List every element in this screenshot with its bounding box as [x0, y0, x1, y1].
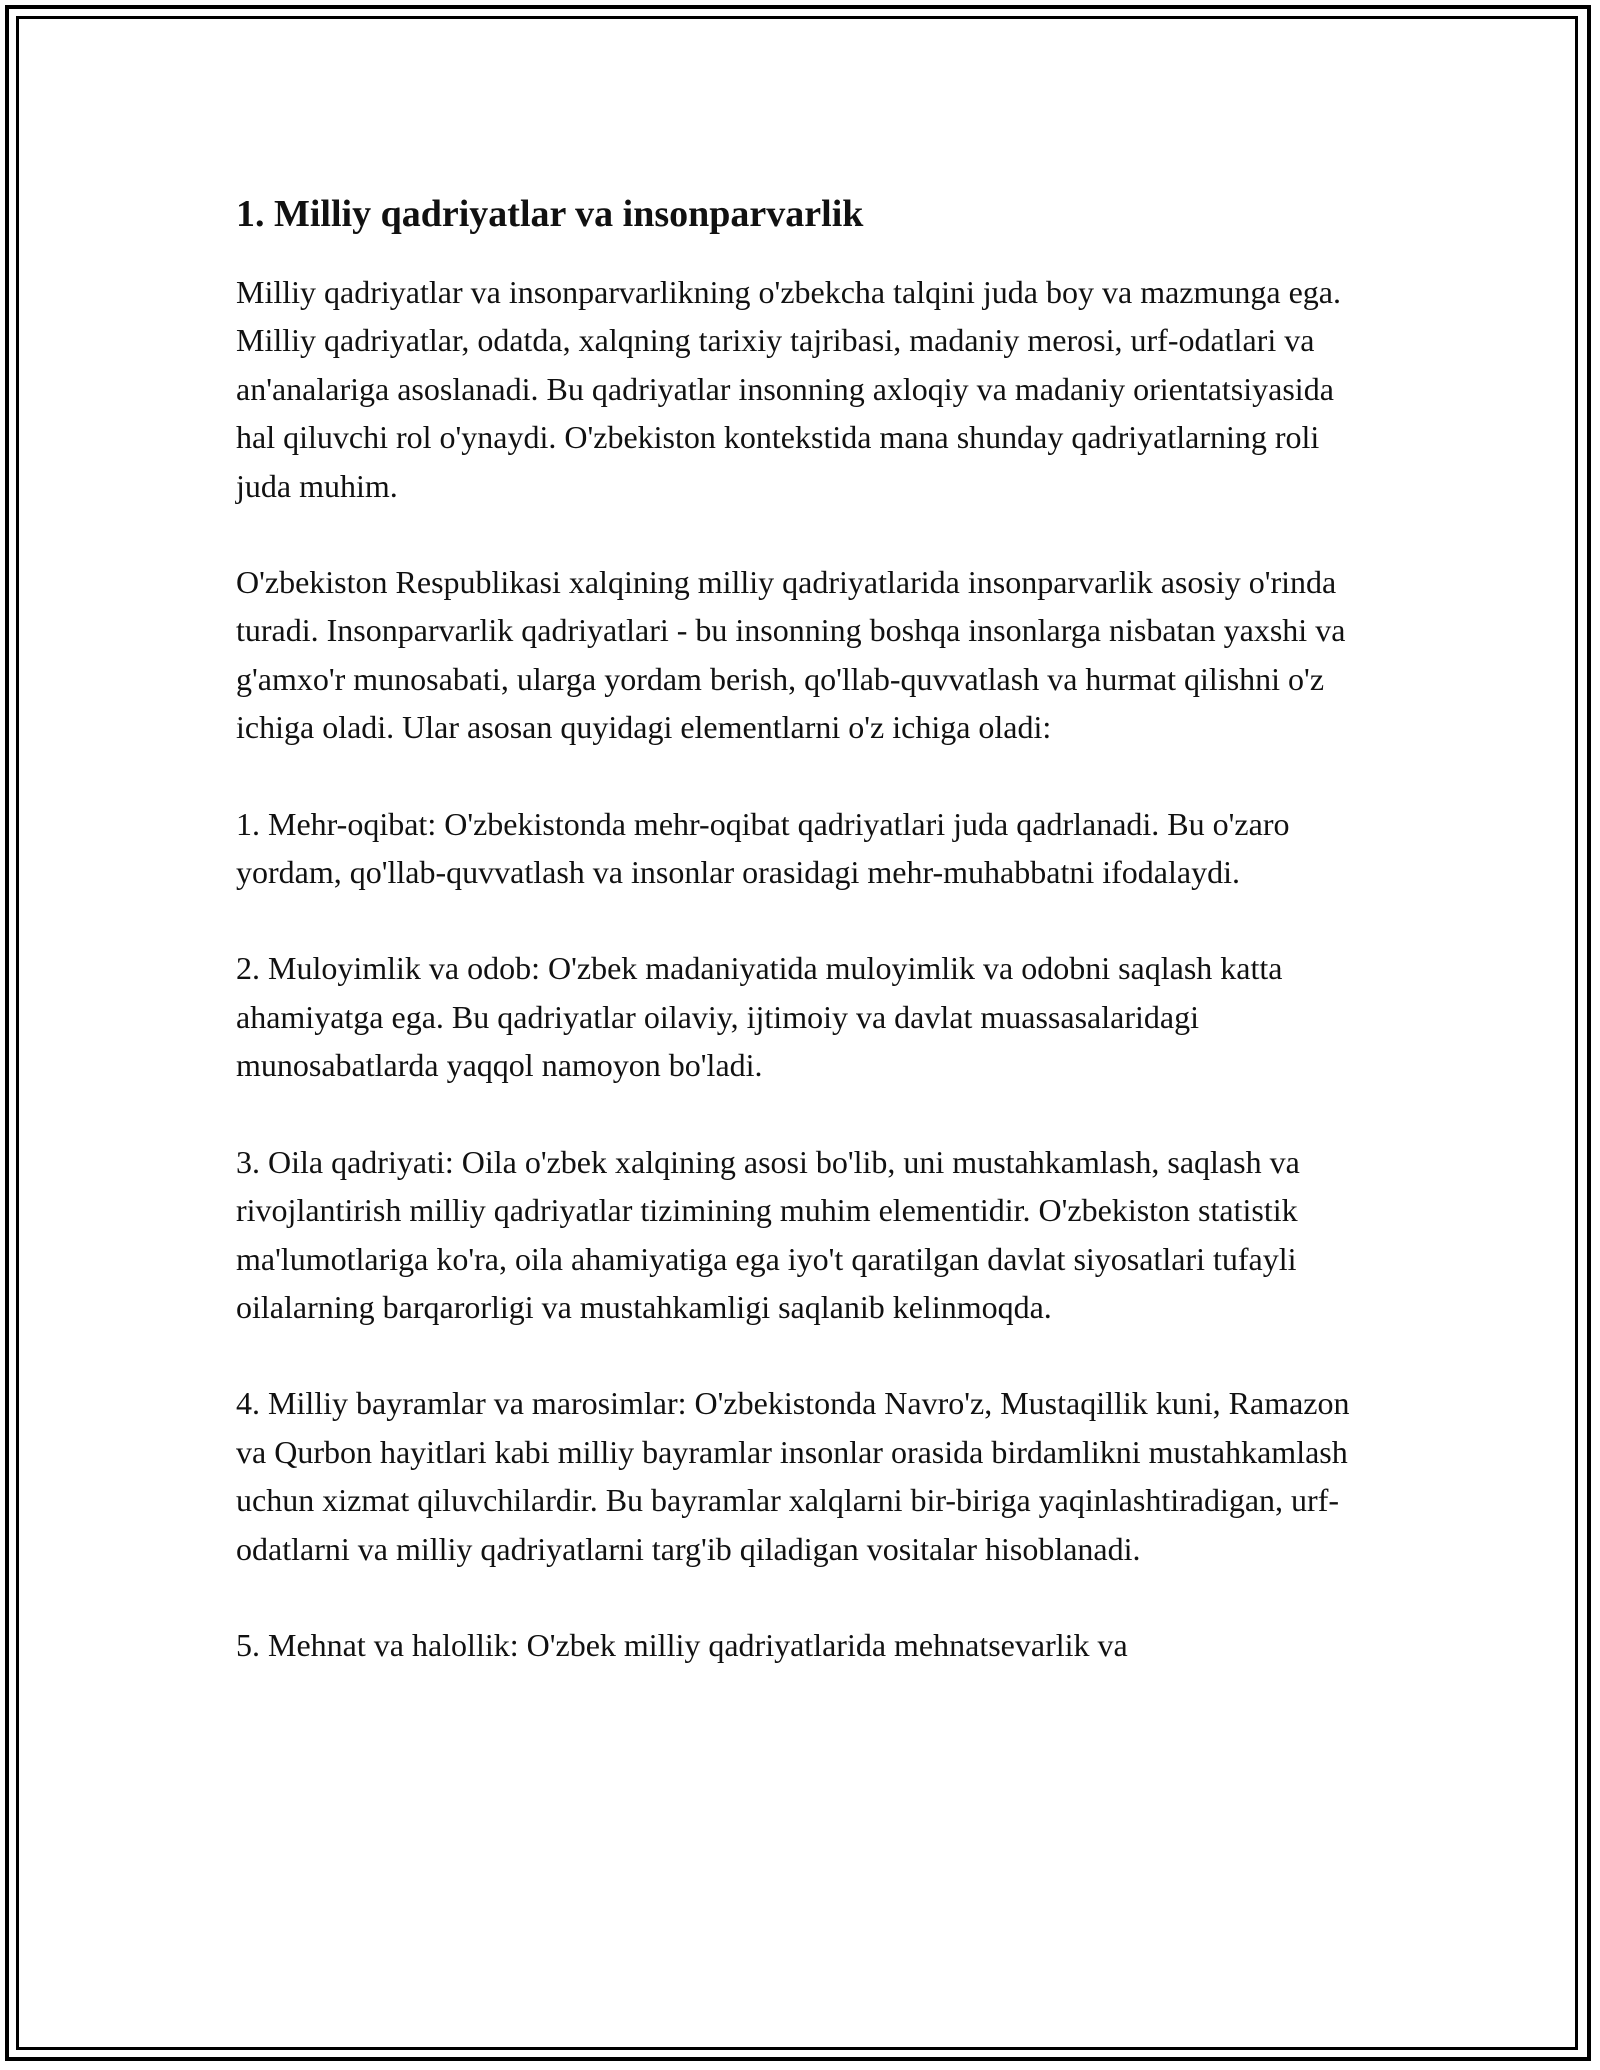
- paragraph-humanism: O'zbekiston Respublikasi xalqining milliy qadriyatlarida insonparvarlik asosiy o'rinda turadi. Insonparvarlik qadriyatlari - bu insonning boshqa insonlarga nisbatan yaxshi va g'amxo'r munosabati, ularga yordam berish, qo'llab-quvvatlash va hurmat qilishni o'z ichiga oladi. Ular asosan quyidagi elementlarni o'z ichiga oladi:: [236, 564, 1346, 746]
- list-item-mehr-oqibat: 1. Mehr-oqibat: O'zbekistonda mehr-oqibat qadriyatlari juda qadrlanadi. Bu o'zaro yordam, qo'llab-quvvatlash va insonlar orasidagi mehr-muhabbatni ifodalaydi.: [236, 805, 1290, 891]
- paragraph-intro: Milliy qadriyatlar va insonparvarlikning o'zbekcha talqini juda boy va mazmunga ega. Milliy qadriyatlar, odatda, xalqning tarixiy tajribasi, madaniy merosi, urf-odatlari va an'analariga asoslanadi. Bu qadriyatlar insonning axloqiy va madaniy orientatsiyasida hal qiluvchi rol o'ynaydi. O'zbekiston kontekstida mana shunday qadriyatlarning roli juda muhim.: [236, 274, 1341, 504]
- list-item-muloyimlik: 2. Muloyimlik va odob: O'zbek madaniyatida muloyimlik va odobni saqlash katta ahamiyatga ega. Bu qadriyatlar oilaviy, ijtimoiy va davlat muassasalaridagi munosabatlarda yaqqol namoyon bo'ladi.: [236, 950, 1283, 1084]
- section-heading: 1. Milliy qadriyatlar va insonparvarlik: [236, 193, 864, 235]
- list-item-oila: 3. Oila qadriyati: Oila o'zbek xalqining asosi bo'lib, uni mustahkamlash, saqlash va rivojlantirish milliy qadriyatlar tizimining muhim elementidir. O'zbekiston statistik ma'lumotlariga ko'ra, oila ahamiyatiga ega iyo't qaratilgan davlat siyosatlari tufayli oilalarning barqarorligi va mustahkamligi saqlanib kelinmoqda.: [236, 1143, 1300, 1325]
- list-item-bayramlar: 4. Milliy bayramlar va marosimlar: O'zbekistonda Navro'z, Mustaqillik kuni, Ramazon va Qurbon hayitlari kabi milliy bayramlar insonlar orasida birdamlikni mustahkamlash uchun xizmat qiluvchilardir. Bu bayramlar xalqlarni bir-biriga yaqinlashtiradigan, urf-odatlarni va milliy qadriyatlarni targ'ib qiladigan vositalar hisoblanadi.: [236, 1385, 1350, 1567]
- list-item-mehnat: 5. Mehnat va halollik: O'zbek milliy qadriyatlarida mehnatsevarlik va: [236, 1626, 1128, 1663]
- document-body: [236, 186, 1376, 1717]
